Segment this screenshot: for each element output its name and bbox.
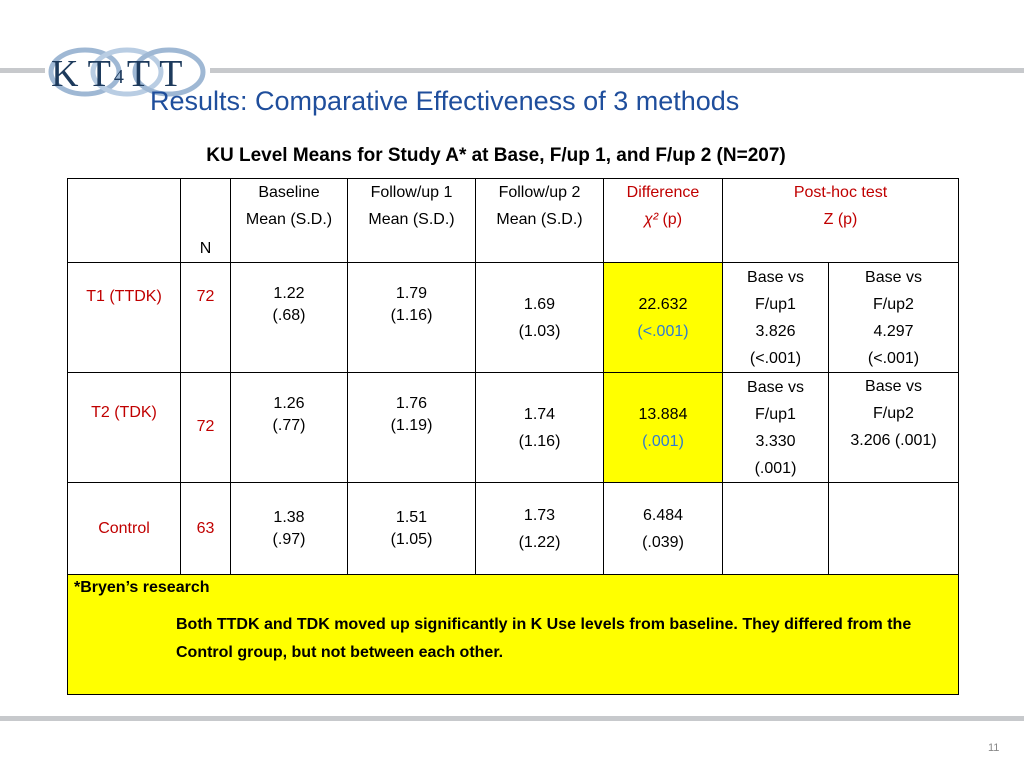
header-fup1 (348, 179, 476, 263)
baseline-mean: 1.38 (273, 508, 305, 526)
fup2-sd: (1.03) (518, 322, 561, 340)
note-row (68, 575, 959, 695)
fup1-sd: (1.19) (390, 417, 433, 434)
note-title: *Bryen’s research (74, 579, 210, 596)
baseline-mean: 1.22 (273, 285, 305, 302)
posthoc-fup2 (829, 263, 959, 373)
posthoc-line: (<.001) (749, 349, 802, 367)
posthoc-fup1 (723, 373, 829, 483)
posthoc-line: F/up1 (755, 295, 796, 313)
header-fup1-line2: Mean (S.D.) (368, 211, 455, 228)
posthoc-line: 3.206 (.001) (850, 432, 937, 449)
posthoc-line: (.001) (754, 459, 797, 477)
logo-wordmark: K T4T T (51, 53, 186, 95)
fup2-mean: 1.69 (523, 295, 556, 313)
fup1-value (348, 263, 476, 373)
group-label: T1 (TTDK) (68, 263, 181, 373)
header-difference (604, 179, 723, 263)
fup1-value (348, 483, 476, 575)
header-baseline (231, 179, 348, 263)
header-baseline-line2: Mean (S.D.) (245, 211, 333, 228)
posthoc-line: F/up2 (873, 295, 914, 313)
table-row (68, 483, 959, 575)
fup2-value (476, 483, 604, 575)
baseline-value (231, 263, 348, 373)
baseline-sd: (.97) (272, 530, 306, 548)
posthoc-line: (<.001) (867, 349, 920, 367)
note-body: Both TTDK and TDK moved up significantly in K Use levels from baseline. They differed from the Control group, but not between each other. (176, 616, 912, 661)
difference-value (604, 373, 723, 483)
fup1-sd: (1.16) (390, 307, 433, 324)
baseline-sd: (.77) (272, 417, 306, 434)
posthoc-line: Base vs (747, 378, 804, 396)
posthoc-fup1 (723, 263, 829, 373)
header-posthoc (723, 179, 959, 263)
header-n-label: N (199, 240, 212, 257)
posthoc-line: Base vs (865, 378, 922, 395)
bottom-rule (0, 716, 1024, 721)
posthoc-line: 3.826 (755, 322, 796, 340)
p-value: (.039) (642, 533, 684, 551)
fup1-mean: 1.76 (395, 395, 428, 412)
header-baseline-line1: Baseline (258, 184, 320, 201)
posthoc-line: F/up2 (873, 405, 914, 422)
chi-square-value: 22.632 (638, 295, 688, 313)
chi-square-value: 13.884 (638, 405, 688, 423)
posthoc-fup1 (723, 483, 829, 575)
results-table (67, 178, 959, 695)
n-value: 72 (181, 373, 231, 483)
fup1-sd: (1.05) (390, 530, 433, 548)
fup2-mean: 1.74 (523, 405, 556, 423)
baseline-value (231, 373, 348, 483)
header-chi-square: χ² (643, 211, 659, 228)
header-posthoc-line2: Z (p) (823, 211, 858, 228)
table-row (68, 263, 959, 373)
n-value: 72 (181, 263, 231, 373)
fup2-sd: (1.16) (518, 432, 561, 450)
fup2-value (476, 263, 604, 373)
header-fup2-line2: Mean (S.D.) (496, 211, 583, 228)
baseline-mean: 1.26 (273, 395, 305, 412)
header-fup1-line1: Follow/up 1 (370, 184, 453, 201)
group-label: Control (68, 483, 181, 575)
slide-title: Results: Comparative Effectiveness of 3 methods (150, 86, 740, 116)
slide-number: 11 (988, 742, 1000, 754)
header-posthoc-line1: Post-hoc test (793, 184, 888, 201)
header-difference-line1: Difference (626, 184, 700, 201)
header-fup2-line1: Follow/up 2 (498, 184, 581, 201)
posthoc-line: 3.330 (755, 432, 796, 450)
posthoc-line: 4.297 (873, 322, 914, 340)
fup1-mean: 1.79 (395, 285, 428, 302)
fup1-value (348, 373, 476, 483)
posthoc-line: Base vs (865, 268, 922, 286)
table-row (68, 373, 959, 483)
posthoc-fup2 (829, 483, 959, 575)
chi-square-value: 6.484 (642, 506, 684, 524)
fup1-mean: 1.51 (395, 508, 428, 526)
fup2-sd: (1.22) (518, 533, 561, 551)
fup2-mean: 1.73 (523, 506, 556, 524)
p-value: (.001) (642, 432, 684, 450)
posthoc-line: F/up1 (755, 405, 796, 423)
fup2-value (476, 373, 604, 483)
posthoc-line: Base vs (747, 268, 804, 286)
header-row (68, 179, 959, 263)
n-value: 63 (181, 483, 231, 575)
difference-value (604, 483, 723, 575)
baseline-value (231, 483, 348, 575)
header-group-cell (68, 179, 181, 263)
posthoc-fup2 (829, 373, 959, 483)
research-note (68, 575, 959, 695)
header-difference-p: (p) (662, 211, 683, 228)
difference-value (604, 263, 723, 373)
header-fup2 (476, 179, 604, 263)
slide-subtitle: KU Level Means for Study A* at Base, F/up 1, and F/up 2 (N=207) (206, 145, 786, 166)
p-value: (<.001) (637, 322, 689, 340)
group-label: T2 (TDK) (68, 373, 181, 483)
header-n (181, 179, 231, 263)
baseline-sd: (.68) (272, 307, 306, 324)
